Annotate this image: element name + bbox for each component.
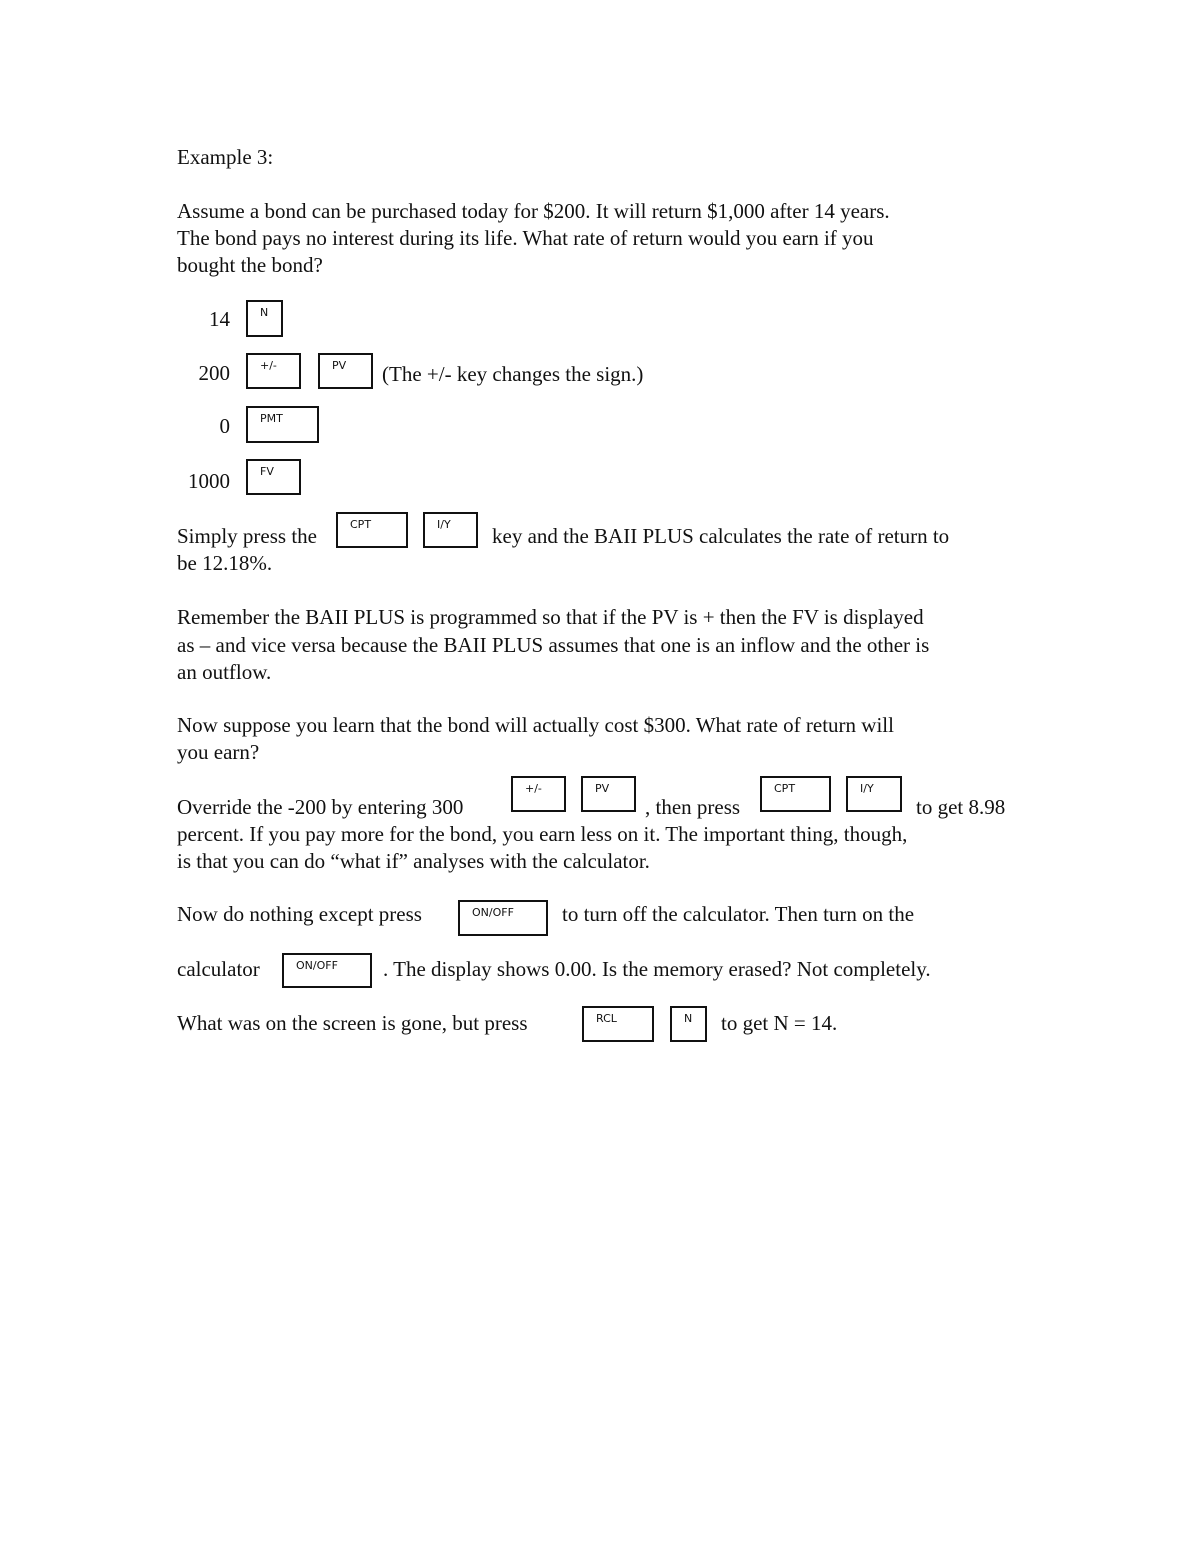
cpt-key: CPT: [336, 512, 408, 548]
cpt-key-2: CPT: [760, 776, 831, 812]
remember-line-3: an outflow.: [177, 660, 272, 684]
recall-text-after: to get N = 14.: [721, 1011, 838, 1035]
recall-text-before: What was on the screen is gone, but press: [177, 1011, 528, 1035]
n-value: 14: [209, 307, 230, 331]
turnoff-text-after: to turn off the calculator. Then turn on the: [562, 902, 915, 926]
pv-value: 200: [198, 361, 230, 385]
pmt-value: 0: [219, 414, 230, 438]
fv-key: FV: [246, 459, 301, 495]
iy-key: I/Y: [423, 512, 478, 548]
onoff-key: ON/OFF: [458, 900, 548, 936]
sign-note: (The +/- key changes the sign.): [382, 362, 644, 386]
pv-key: PV: [318, 353, 373, 389]
sign-key-2: +/-: [511, 776, 566, 812]
rcl-key: RCL: [582, 1006, 654, 1042]
n-key: N: [246, 300, 283, 337]
suppose-line-2: you earn?: [177, 740, 260, 764]
compute-text-before: Simply press the: [177, 524, 317, 548]
intro-line-1: Assume a bond can be purchased today for $200. It will return $1,000 after 14 years.: [177, 199, 890, 223]
remember-line-1: Remember the BAII PLUS is programmed so that if the PV is + then the FV is displayed: [177, 605, 924, 629]
override-line-3: is that you can do “what if” analyses with the calculator.: [177, 849, 650, 873]
override-text-after: to get 8.98: [916, 795, 1006, 819]
turnon-text-before: calculator: [177, 957, 260, 981]
suppose-line-1: Now suppose you learn that the bond will actually cost $300. What rate of return will: [177, 713, 894, 737]
compute-text-after: key and the BAII PLUS calculates the rate of return to: [492, 524, 950, 548]
onoff-key-2: ON/OFF: [282, 953, 372, 988]
pv-key-2: PV: [581, 776, 636, 812]
override-text-before: Override the -200 by entering 300: [177, 795, 464, 819]
override-text-middle: , then press: [645, 795, 741, 819]
turnon-text-after: . The display shows 0.00. Is the memory erased? Not completely.: [383, 957, 931, 981]
remember-line-2: as – and vice versa because the BAII PLUS assumes that one is an inflow and the other is: [177, 633, 930, 657]
compute-line-2: be 12.18%.: [177, 551, 273, 575]
iy-key-2: I/Y: [846, 776, 902, 812]
intro-line-2: The bond pays no interest during its life. What rate of return would you earn if you: [177, 226, 874, 250]
turnoff-text-before: Now do nothing except press: [177, 902, 422, 926]
example-heading: Example 3:: [177, 145, 274, 169]
fv-value: 1000: [188, 469, 230, 493]
intro-line-3: bought the bond?: [177, 253, 323, 277]
override-line-2: percent. If you pay more for the bond, you earn less on it. The important thing, though,: [177, 822, 908, 846]
n-key-2: N: [670, 1006, 707, 1042]
sign-key: +/-: [246, 353, 301, 389]
pmt-key: PMT: [246, 406, 319, 443]
